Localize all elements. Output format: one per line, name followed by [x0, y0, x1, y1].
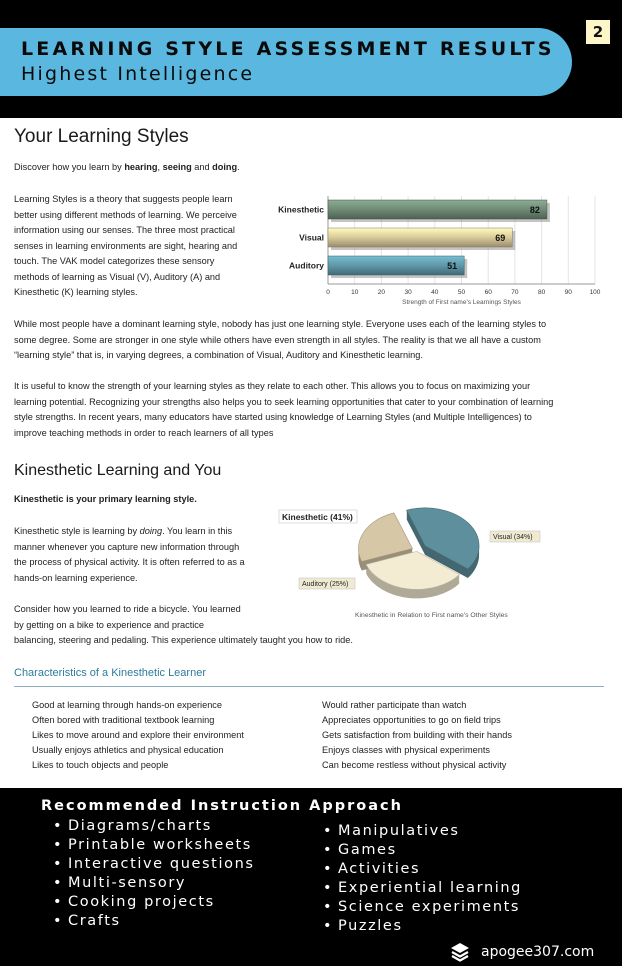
paragraph-line	[14, 524, 245, 540]
list-item: • Activities	[323, 860, 522, 879]
paragraph-line: better using different methods of learning. We perceive	[14, 209, 237, 220]
list-item: • Manipulatives	[323, 822, 522, 841]
list-item: • Games	[323, 841, 522, 860]
bar-kinesthetic	[328, 200, 547, 219]
paragraph-line: balancing, steering and pedaling. This experience ultimately taught you how to ride.	[14, 635, 353, 645]
paragraph-text: . You learn in this	[162, 526, 233, 536]
intro-end: .	[237, 162, 240, 172]
paragraph-line: style strengths. In recent years, many educators have started using knowledge of Learning Styles (and Multiple Intelligences) to	[14, 412, 532, 422]
brand-text: apogee307.com	[481, 944, 595, 960]
paragraph-line: by getting on a bike to experience and practice	[14, 619, 204, 630]
bar-visual	[328, 228, 512, 247]
paragraph-line: Kinesthetic (K) learning styles.	[14, 287, 138, 297]
x-tick-label: 40	[431, 289, 439, 296]
recommended-left-list	[53, 817, 255, 931]
intro-text: Discover how you learn by	[14, 162, 125, 172]
intro-sep: and	[191, 162, 213, 172]
paragraph-line: learning potential. Recognizing your strengths also helps you to seek learning opportunities that cater to your combination of learning	[14, 396, 554, 407]
intro-doing: doing	[212, 162, 238, 172]
paragraph-line: “learning style” that is, in varying degrees, a combination of Visual, Auditory and Kinesthetic learning.	[14, 350, 423, 360]
intro-seeing: seeing	[162, 162, 192, 172]
paragraph-line: manner whenever you capture new information through	[14, 541, 240, 552]
x-tick-label: 50	[457, 289, 466, 296]
list-item: Enjoys classes with physical experiments	[322, 745, 490, 755]
page-subtitle: Highest Intelligence	[21, 63, 255, 85]
list-item: • Multi-sensory	[53, 874, 255, 893]
bar-value-label: 69	[495, 233, 506, 243]
page-header	[0, 0, 622, 120]
list-item: Gets satisfaction from building with their hands	[322, 730, 512, 740]
paragraph-line: Consider how you learned to ride a bicycle. You learned	[14, 604, 241, 614]
bar-value-label: 51	[447, 261, 458, 271]
paragraph-line: senses in learning environments are sight, hearing and	[14, 240, 238, 251]
bar-value-label: 82	[529, 205, 540, 215]
list-item: • Science experiments	[323, 898, 522, 917]
x-tick-label: 80	[537, 289, 546, 296]
intro-line	[14, 160, 240, 176]
section-divider	[14, 686, 604, 687]
page-title: LEARNING STYLE ASSESSMENT RESULTS	[21, 38, 555, 60]
paragraph-emphasis: doing	[139, 526, 163, 536]
list-item: • Experiential learning	[323, 879, 522, 898]
x-tick-label: 60	[484, 289, 492, 296]
paragraph-line: methods of learning as Visual (V), Auditory (A) and	[14, 271, 221, 282]
paragraph-line: Learning Styles is a theory that suggests people learn	[14, 194, 233, 204]
paragraph-line: improve teaching methods in order to reach learners of all types	[14, 427, 274, 438]
pie-label: Auditory (25%)	[302, 581, 349, 588]
list-item: Good at learning through hands-on experience	[32, 700, 223, 710]
x-tick-label: 90	[564, 289, 572, 296]
stacked-layers-icon	[449, 941, 471, 963]
brand-link[interactable]	[449, 941, 594, 963]
intro-hearing: hearing	[124, 162, 158, 172]
pie-label: Kinesthetic (41%)	[282, 512, 353, 522]
list-item: Often bored with traditional textbook learning	[32, 715, 215, 725]
list-item: • Diagrams/charts	[53, 817, 255, 836]
list-item: • Interactive questions	[53, 855, 255, 874]
pie-caption: Kinesthetic in Relation to First name's Other Styles	[355, 612, 508, 619]
list-item: Can become restless without physical activity	[322, 760, 507, 770]
paragraph-line: hands-on learning experience.	[14, 572, 138, 583]
section-heading-kinesthetic: Kinesthetic Learning and You	[14, 462, 222, 479]
paragraph-line: While most people have a dominant learning style, nobody has just one learning style. Everyone uses each of the learning styles to	[14, 319, 547, 329]
x-tick-label: 100	[589, 289, 601, 296]
paragraph-line: the process of physical activity. It is often referred to as a	[14, 557, 245, 567]
page-number-badge: 2	[586, 20, 610, 44]
dominant-style-paragraph	[14, 317, 546, 364]
recommended-right-list	[323, 822, 522, 936]
list-item: • Printable worksheets	[53, 836, 255, 855]
x-tick-label: 70	[511, 289, 519, 296]
list-item: • Puzzles	[323, 917, 522, 936]
learning-styles-paragraph	[14, 192, 237, 301]
list-item: Likes to move around and explore their environment	[32, 730, 244, 740]
x-tick-label: 0	[326, 289, 330, 296]
category-label: Auditory	[289, 260, 324, 271]
paragraph-line: touch. The VAK model categorizes these sensory	[14, 256, 215, 266]
characteristics-heading: Characteristics of a Kinesthetic Learner	[14, 667, 206, 679]
list-item: • Crafts	[53, 912, 255, 931]
list-item: Appreciates opportunities to go on field trips	[322, 715, 501, 725]
primary-style-statement: Kinesthetic is your primary learning style.	[14, 494, 197, 504]
x-tick-label: 30	[404, 289, 412, 296]
x-tick-label: 10	[351, 289, 359, 296]
paragraph-line: some degree. Some are stronger in one style while others have even strength in all styles. The reality is that we all have a custom	[14, 334, 541, 345]
strength-paragraph	[14, 379, 553, 441]
category-label: Kinesthetic	[278, 204, 324, 215]
x-axis-label: Strength of First name's Learnings Styles	[402, 299, 521, 306]
kinesthetic-paragraph	[14, 524, 245, 586]
paragraph-line: It is useful to know the strength of your learning styles as they relate to each other. This allows you to focus on maximizing your	[14, 381, 531, 391]
recommended-approach-panel	[0, 788, 622, 966]
x-tick-label: 20	[377, 289, 386, 296]
list-item: Likes to touch objects and people	[32, 760, 169, 770]
paragraph-line: information using our senses. The three most practical	[14, 225, 235, 235]
paragraph-text: Kinesthetic style is learning by	[14, 526, 140, 536]
category-label: Visual	[299, 232, 324, 243]
learning-styles-pie-chart	[275, 500, 605, 625]
list-item: • Cooking projects	[53, 893, 255, 912]
title-banner	[0, 28, 572, 96]
recommended-heading: Recommended Instruction Approach	[41, 798, 403, 814]
characteristics-left-list	[32, 698, 244, 773]
list-item: Usually enjoys athletics and physical education	[32, 745, 224, 755]
pie-label: Visual (34%)	[493, 534, 533, 541]
learning-styles-bar-chart	[275, 194, 605, 309]
intro-sep: ,	[157, 162, 163, 172]
bar-auditory	[328, 256, 464, 275]
characteristics-right-list	[322, 698, 512, 773]
section-heading-learning-styles: Your Learning Styles	[14, 126, 189, 147]
report-content	[0, 118, 622, 788]
list-item: Would rather participate than watch	[322, 700, 467, 710]
